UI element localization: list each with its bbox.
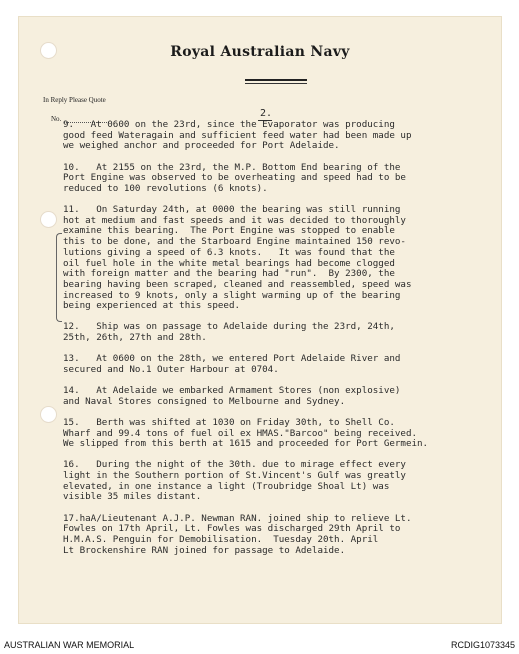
report-body: [63, 120, 463, 567]
paragraph-15: 15. Berth was shifted at 1030 on Friday 30th, to Shell Co. Wharf and 99.4 tons of fuel oil ex HMAS."Barcoo" being received. We slipped from this berth at 1615 and proceeded for Port Germein.: [63, 416, 429, 450]
letterhead-rule-thin: [245, 83, 307, 84]
paragraph-10: 10. At 2155 on the 23rd, the M.P. Bottom End bearing of the Port Engine was observed to be overheating and speed had to be reduced to 100 revolutions (6 knots).: [63, 161, 406, 194]
footer-record-id: RCDIG1073345: [450, 640, 515, 650]
letterhead-title: Royal Australian Navy: [170, 44, 350, 60]
reference-number-label: No.: [51, 115, 62, 123]
punch-hole-bottom: [41, 407, 56, 422]
paragraph-12: 12. Ship was on passage to Adelaide during the 23rd, 24th, 25th, 26th, 27th and 28th.: [63, 321, 395, 344]
reply-quote-label: In Reply Please Quote: [43, 96, 106, 104]
paragraph-17: 17.haA/Lieutenant A.J.P. Newman RAN. joined ship to relieve Lt. Fowles on 17th April, Lt. Fowles was discharged 29th April to H.M.A.S. Penguin for Demobilisation. Tuesday 20th. April Lt Brockenshire RAN joined for passage to Adelaide.: [63, 512, 412, 556]
paragraph-16: 16. During the night of the 30th. due to mirage effect every light in the Southern portion of St.Vincent's Gulf was greatly elevated, in one instance a light (Troubridge Shoal Lt) was visible 35 miles distant.: [63, 459, 406, 503]
page-number: 2.: [260, 108, 273, 119]
paragraph-11: 11. On Saturday 24th, at 0000 the bearing was still running hot at medium and fast speeds and it was decided to thoroughly examine this bearing. The Port Engine was stopped to enable this to be done, and the Starboard Engine maintained 150 revo- lutions giving a speed of 6.3 knots. It was found that the oil fuel hole in the white metal bearings had become clogged with foreign matter and the bearing had "run". By 2300, the bearing having been scraped, cleaned and reassembled, speed was increased to 9 knots, only a slight warming up of the bearing being experienced at this speed.: [63, 204, 412, 312]
letterhead-rule: [245, 79, 307, 81]
margin-bracket: [56, 233, 62, 322]
paragraph-13: 13. At 0600 on the 28th, we entered Port Adelaide River and secured and No.1 Outer Harbour at 0704.: [63, 353, 401, 375]
footer-source: AUSTRALIAN WAR MEMORIAL: [4, 640, 135, 650]
paragraph-14: 14. At Adelaide we embarked Armament Stores (non explosive) and Naval Stores consigned to Melbourne and Sydney.: [63, 385, 401, 407]
punch-hole-middle: [41, 212, 56, 227]
paragraph-9: 9. At 0600 on the 23rd, since the Evaporator was producing good feed Wateragain and sufficient feed water had been made up we weighed anchor and proceeded for Port Adelaide.: [63, 119, 412, 152]
